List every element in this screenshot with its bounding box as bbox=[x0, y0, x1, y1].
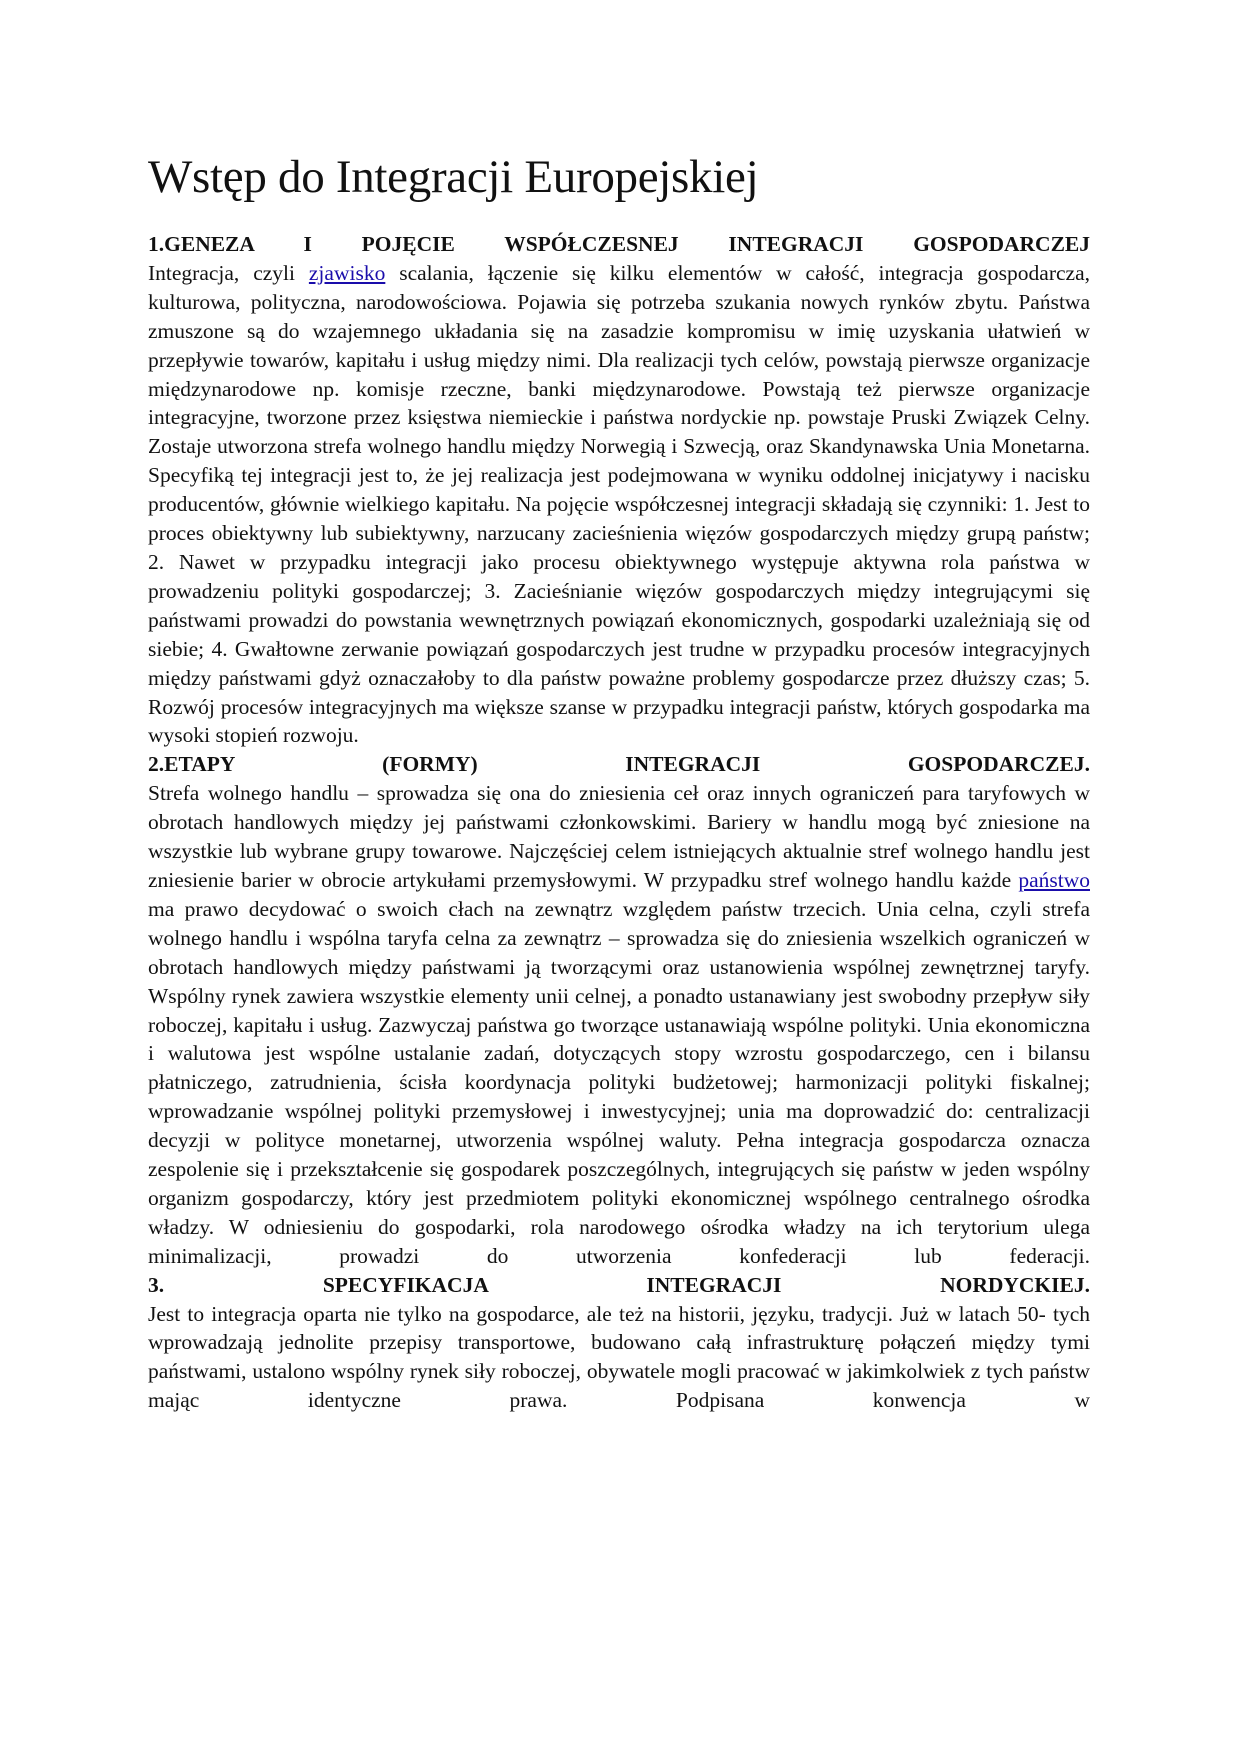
section-1-body bbox=[148, 259, 1090, 750]
section-2-text-a: Strefa wolnego handlu – sprowadza się ona do zniesienia ceł oraz innych ograniczeń para taryfowych w obrotach handlowych między jej państwami członkowskimi. Bariery w handlu mogą być zniesione na wszystkie lub wybrane grupy towarowe. Najczęściej celem istniejących aktualnie stref wolnego handlu jest zniesienie barier w obrocie artykułami przemysłowymi. W przypadku stref wolnego handlu każde bbox=[148, 781, 1090, 892]
section-3-body: Jest to integracja oparta nie tylko na gospodarce, ale też na historii, języku, tradycji. Już w latach 50- tych wprowadzają jednolite przepisy transportowe, budowano całą infrastrukturę połączeń między tymi państwami, ustalono wspólny rynek siły roboczej, obywatele mogli pracować w jakimkolwiek z tych państw mając identyczne prawa. Podpisana konwencja w bbox=[148, 1301, 1090, 1413]
section-3-heading: 3. SPECYFIKACJA INTEGRACJI NORDYCKIEJ. bbox=[148, 1272, 1090, 1297]
section-2-heading: 2.ETAPY (FORMY) INTEGRACJI GOSPODARCZEJ. bbox=[148, 752, 1090, 777]
section-2-text-b: ma prawo decydować o swoich cłach na zewnątrz względem państw trzecich. Unia celna, czyli strefa wolnego handlu i wspólna taryfa celna za zewnątrz – sprowadza się do zniesienia wszelkich ograniczeń w obrotach handlowych między państwami ją tworzącymi oraz ustanowienia wspólnej zewnętrznej taryfy. Wspólny rynek zawiera wszystkie elementy unii celnej, a ponadto ustanawiany jest swobodny przepływ siły roboczej, kapitału i usług. Zazwyczaj państwa go tworzące ustanawiają wspólne polityki. Unia ekonomiczna i walutowa jest wspólne ustalanie zadań, dotyczących stopy wzrostu gospodarczego, cen i bilansu płatniczego, zatrudnienia, ścisła koordynacja polityki budżetowej; harmonizacji polityki fiskalnej; wprowadzanie wspólnej polityki przemysłowej i inwestycyjnej; unia ma doprowadzić do: centralizacji decyzji w polityce monetarnej, utworzenia wspólnej waluty. Pełna integracja gospodarcza oznacza zespolenie się i przekształcenie się gospodarek poszczególnych, integrujących się państw w jeden wspólny organizm gospodarczy, który jest przedmiotem polityki ekonomicznej wspólnego centralnego ośrodka władzy. W odniesieniu do gospodarki, rola narodowego ośrodka władzy na ich terytorium ulega minimalizacji, prowadzi do utworzenia konfederacji lub federacji. bbox=[148, 896, 1090, 1268]
document-title: Wstęp do Integracji Europejskiej bbox=[148, 151, 759, 203]
zjawisko-link[interactable]: zjawisko bbox=[308, 260, 386, 285]
section-1-text-b: scalania, łączenie się kilku elementów w całość, integracja gospodarcza, kulturowa, polityczna, narodowościowa. Pojawia się potrzeba szukania nowych rynków zbytu. Państwa zmuszone są do wzajemnego układania się na zasadzie kompromisu w imię uzyskania ułatwień w przepływie towarów, kapitału i usług między nimi. Dla realizacji tych celów, powstają pierwsze organizacje międzynarodowe np. komisje rzeczne, banki międzynarodowe. Powstają też pierwsze organizacje integracyjne, tworzone przez księstwa niemieckie i państwa nordyckie np. powstaje Pruski Związek Celny. Zostaje utworzona strefa wolnego handlu między Norwegią i Szwecją, oraz Skandynawska Unia Monetarna. Specyfiką tej integracji jest to, że jej realizacja jest podejmowana w wyniku oddolnej inicjatywy i nacisku producentów, głównie wielkiego kapitału. Na pojęcie współczesnej integracji składają się czynniki: 1. Jest to proces obiektywny lub subiektywny, narzucany zacieśnienia więzów gospodarczych między grupą państw; 2. Nawet w przypadku integracji jako procesu obiektywnego występuje aktywna rola państwa w prowadzeniu polityki gospodarczej; 3. Zacieśnianie więzów gospodarczych między integrującymi się państwami prowadzi do powstania wewnętrznych powiązań ekonomicznych, gospodarki uzależniają się od siebie; 4. Gwałtowne zerwanie powiązań gospodarczych jest trudne w przypadku procesów integracyjnych między państwami gdyż oznaczałoby to dla państw poważne problemy gospodarcze przez dłuższy czas; 5. Rozwój procesów integracyjnych ma większe szanse w przypadku integracji państw, których gospodarka ma wysoki stopień rozwoju. bbox=[148, 260, 1090, 748]
section-2-body bbox=[148, 779, 1090, 1270]
panstwo-link[interactable]: państwo bbox=[1018, 867, 1090, 892]
document-page bbox=[148, 150, 1090, 1415]
section-1-heading: 1.GENEZA I POJĘCIE WSPÓŁCZESNEJ INTEGRACJI GOSPODARCZEJ bbox=[148, 232, 1090, 257]
section-1-text-a: Integracja, czyli bbox=[148, 260, 309, 285]
